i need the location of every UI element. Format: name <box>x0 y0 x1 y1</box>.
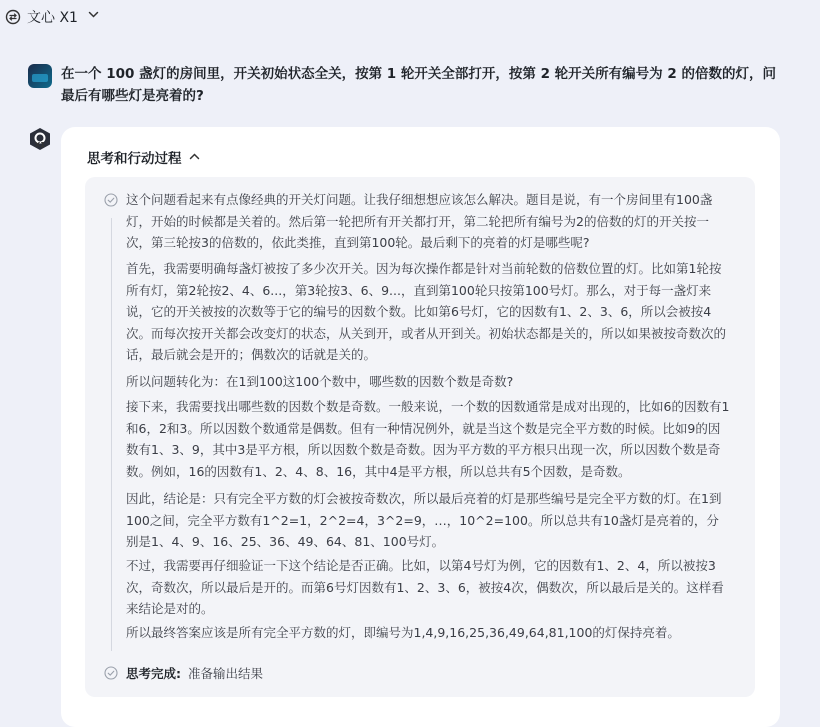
thinking-done-label: 思考完成: <box>126 666 181 681</box>
thinking-paragraph-5: 因此，结论是：只有完全平方数的灯会被按奇数次，所以最后亮着的灯是那些编号是完全平方数的灯。在1到100之间，完全平方数有1^2=1，2^2=4，3^2=9，…，10^2=100。所以总共有10盏灯是亮着的，分别是1、4、9、16、25、36、49、64、81、100号灯。 <box>126 491 722 549</box>
thinking-paragraph-4: 接下来，我需要找出哪些数的因数个数是奇数。一般来说，一个数的因数通常是成对出现的，比如6的因数有1和6，2和3。所以因数个数通常是偶数。但有一种情况例外，就是当这个数是完全平方数的时候。比如9的因数有1、3、9，其中3是平方根，所以因数个数是奇数。因为平方数的平方根只出现一次，所以因数个数是奇数。例如，16的因数有1、2、4、8、16，其中4是平方根，所以总共有5个因数，是奇数。 <box>126 399 730 479</box>
user-avatar <box>28 64 52 88</box>
user-question: 在一个 100 盏灯的房间里，开关初始状态全关，按第 1 轮开关全部打开，按第 2 轮开关所有编号为 2 的倍数的灯，问最后有哪些灯是亮着的? <box>61 66 776 104</box>
chevron-up-icon[interactable] <box>189 152 200 160</box>
thinking-timeline-line <box>111 218 112 651</box>
history-icon[interactable] <box>5 9 21 25</box>
thinking-paragraph-6: 不过，我需要再仔细验证一下这个结论是否正确。比如，以第4号灯为例，它的因数有1、2、4，所以被按3次，奇数次，所以最后是开的。而第6号灯因数有1、2、3、6，被按4次，偶数次，所以最后是关的。这样看来结论是对的。 <box>126 558 724 616</box>
top-bar <box>0 0 820 34</box>
response-card <box>61 127 780 727</box>
thinking-panel <box>85 177 755 697</box>
chevron-down-icon[interactable] <box>88 11 99 19</box>
check-circle-icon <box>104 666 118 680</box>
thinking-paragraph-2: 首先，我需要明确每盏灯被按了多少次开关。因为每次操作都是针对当前轮数的倍数位置的灯。比如第1轮按所有灯，第2轮按2、4、6...，第3轮按3、6、9...，直到第100轮只按第100号灯。那么，对于每一盏灯来说，它的开关被按的次数等于它的编号的因数个数。比如第6号灯，它的因数有1、2、3、6，所以会被按4次。而每次按开关都会改变灯的状态，从关到开，或者从开到关。初始状态都是关的，所以如果被按奇数次的话，最后就会是开的；偶数次的话就是关的。 <box>126 261 727 362</box>
thinking-paragraph-7: 所以最终答案应该是所有完全平方数的灯，即编号为1,4,9,16,25,36,49,64,81,100的灯保持亮着。 <box>126 625 680 640</box>
thinking-paragraph-3: 所以问题转化为：在1到100这100个数中，哪些数的因数个数是奇数? <box>126 374 514 389</box>
bot-model-badge: X1 <box>34 141 46 149</box>
thinking-title[interactable]: 思考和行动过程 <box>87 151 182 167</box>
model-selector-label[interactable]: 文心 X1 <box>27 10 78 26</box>
check-circle-icon <box>104 193 118 207</box>
thinking-paragraph-1: 这个问题看起来有点像经典的开关灯问题。让我仔细想想应该怎么解决。题目是说，有一个房间里有100盏灯，开始的时候都是关着的。然后第一轮把所有开关都打开，第二轮把所有编号为2的倍数的灯的开关按一次，第三轮按3的倍数的，依此类推，直到第100轮。最后剩下的亮着的灯是哪些呢? <box>126 192 713 250</box>
thinking-done-text: 准备输出结果 <box>188 666 264 681</box>
